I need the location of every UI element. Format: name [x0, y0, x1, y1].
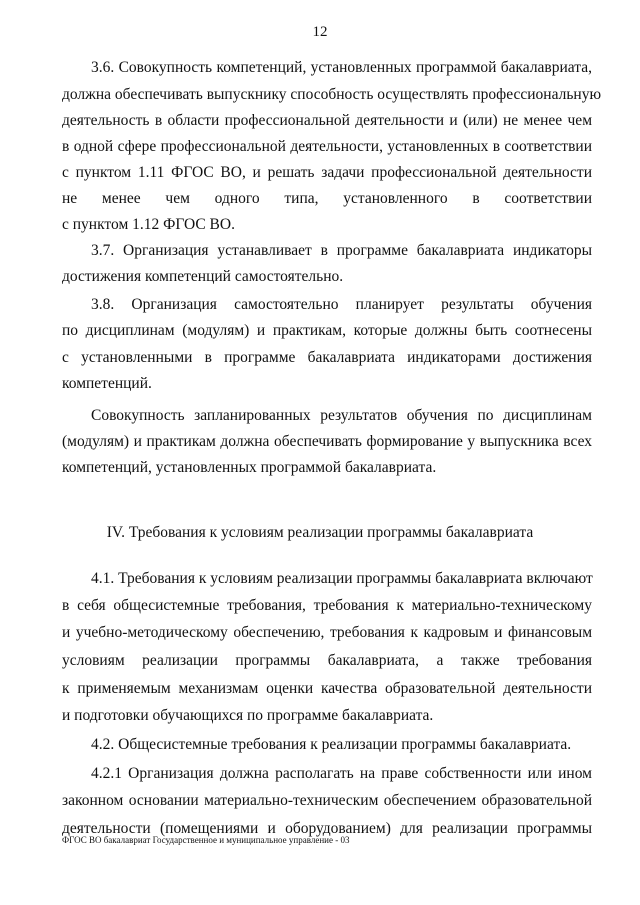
- section-heading: IV. Требования к условиям реализации программы бакалавриата: [106, 524, 534, 541]
- text-line: 3.8. Организация самостоятельно планирует результаты обучения: [91, 296, 592, 313]
- text-line: компетенций, установленных программой бакалавриата.: [62, 459, 437, 476]
- text-line: 3.6. Совокупность компетенций, установленных программой бакалавриата,: [91, 59, 592, 76]
- text-line: 4.1. Требования к условиям реализации программы бакалавриата включают: [91, 570, 593, 587]
- page-number: 12: [312, 24, 328, 40]
- text-line: в одной сфере профессиональной деятельности, установленных в соответствии: [62, 138, 592, 155]
- text-line: (модулям) и практикам должна обеспечивать формирование у выпускника всех: [62, 433, 592, 450]
- text-line: к применяемым механизмам оценки качества образовательной деятельности: [62, 680, 592, 697]
- text-line: 4.2. Общесистемные требования к реализации программы бакалавриата.: [91, 736, 572, 753]
- text-line: с пунктом 1.11 ФГОС ВО, и решать задачи профессиональной деятельности: [62, 164, 592, 181]
- text-line: компетенций.: [62, 375, 152, 392]
- text-line: деятельности (помещениями и оборудованием) для реализации программы: [62, 820, 592, 837]
- text-line: должна обеспечивать выпускнику способность осуществлять профессиональную: [62, 86, 602, 103]
- text-line: деятельность в области профессиональной деятельности и (или) не менее чем: [62, 112, 592, 129]
- text-line: 3.7. Организация устанавливает в программе бакалавриата индикаторы: [91, 242, 592, 259]
- text-line: и подготовки обучающихся по программе бакалавриата.: [62, 707, 434, 724]
- text-line: в себя общесистемные требования, требования к материально-техническому: [62, 597, 592, 614]
- text-line: Совокупность запланированных результатов обучения по дисциплинам: [91, 407, 592, 424]
- footer-text: ФГОС ВО бакалавриат Государственное и муниципальное управление - 03: [62, 835, 350, 845]
- text-line: 4.2.1 Организация должна располагать на праве собственности или ином: [91, 765, 592, 782]
- text-line: с установленными в программе бакалавриата индикаторами достижения: [62, 349, 592, 366]
- text-line: с пунктом 1.12 ФГОС ВО.: [62, 216, 235, 233]
- text-line: по дисциплинам (модулям) и практикам, которые должны быть соотнесены: [62, 322, 592, 339]
- text-line: не менее чем одного типа, установленного в соответствии: [62, 190, 592, 207]
- text-line: и учебно-методическому обеспечению, требования к кадровым и финансовым: [62, 624, 592, 641]
- text-line: достижения компетенций самостоятельно.: [62, 268, 344, 285]
- text-line: условиям реализации программы бакалавриата, а также требования: [62, 652, 592, 669]
- text-line: законном основании материально-техническим обеспечением образовательной: [62, 792, 592, 809]
